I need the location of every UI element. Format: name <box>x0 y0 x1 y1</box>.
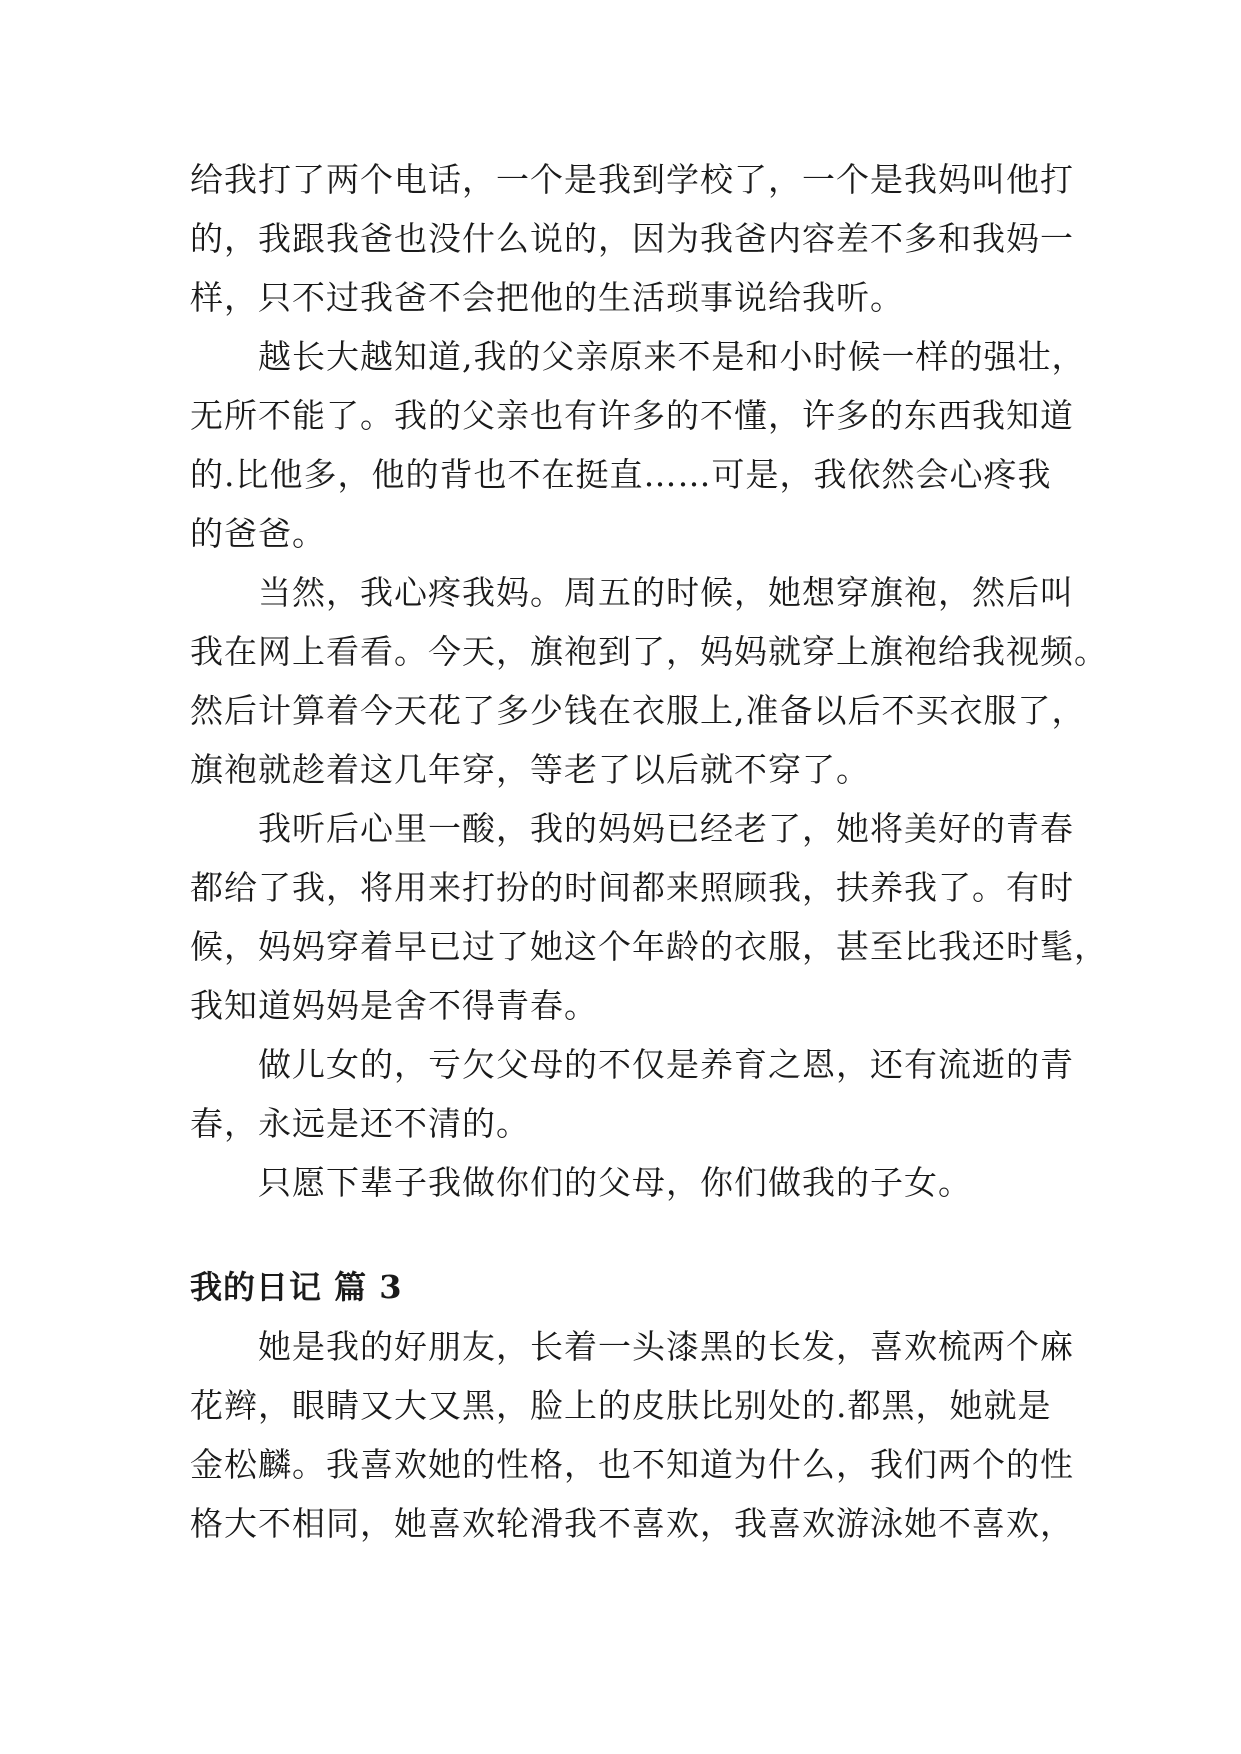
text-line: 样，只不过我爸不会把他的生活琐事说给我听。 <box>190 278 904 317</box>
text-line: 金松麟。我喜欢她的性格，也不知道为什么，我们两个的性 <box>190 1445 1074 1484</box>
section-heading: 我的日记 篇 3 <box>190 1268 403 1306</box>
text-line: 然后计算着今天花了多少钱在衣服上,准备以后不买衣服了， <box>190 691 1086 730</box>
text-line: 我在网上看看。今天，旗袍到了，妈妈就穿上旗袍给我视频。 <box>190 632 1108 671</box>
paragraph <box>190 1317 1074 1553</box>
text-line: 格大不相同，她喜欢轮滑我不喜欢，我喜欢游泳她不喜欢， <box>190 1504 1074 1543</box>
text-line: 候，妈妈穿着早已过了她这个年龄的衣服，甚至比我还时髦， <box>190 927 1108 966</box>
paragraph <box>190 799 1108 1035</box>
text-line: 无所不能了。我的父亲也有许多的不懂，许多的东西我知道 <box>190 396 1074 435</box>
text-line: 的.比他多，他的背也不在挺直……可是，我依然会心疼我 <box>190 455 1052 494</box>
text-line: 我知道妈妈是舍不得青春。 <box>190 986 598 1025</box>
paragraph <box>190 1153 1050 1212</box>
text-line: 当然，我心疼我妈。周五的时候，她想穿旗袍，然后叫 <box>258 573 1074 612</box>
text-line: 我听后心里一酸，我的妈妈已经老了，她将美好的青春 <box>258 809 1074 848</box>
text-line: 花辫，眼睛又大又黑，脸上的皮肤比别处的.都黑，她就是 <box>190 1386 1052 1425</box>
paragraph <box>190 563 1108 799</box>
text-line: 做儿女的，亏欠父母的不仅是养育之恩，还有流逝的青 <box>258 1045 1074 1084</box>
text-line: 都给了我，将用来打扮的时间都来照顾我，扶养我了。有时 <box>190 868 1074 907</box>
text-line: 她是我的好朋友，长着一头漆黑的长发，喜欢梳两个麻 <box>258 1327 1074 1366</box>
text-line: 只愿下辈子我做你们的父母，你们做我的子女。 <box>258 1163 972 1202</box>
paragraph <box>190 150 1074 327</box>
text-line: 的爸爸。 <box>190 514 326 553</box>
text-line: 旗袍就趁着这几年穿，等老了以后就不穿了。 <box>190 750 870 789</box>
paragraph <box>190 327 1086 563</box>
text-line: 越长大越知道,我的父亲原来不是和小时候一样的强壮， <box>258 337 1086 376</box>
text-line: 春，永远是还不清的。 <box>190 1104 530 1143</box>
document-body <box>190 150 1108 1553</box>
text-line: 给我打了两个电话，一个是我到学校了，一个是我妈叫他打 <box>190 160 1074 199</box>
text-line: 的，我跟我爸也没什么说的，因为我爸内容差不多和我妈一 <box>190 219 1074 258</box>
paragraph <box>190 1035 1074 1153</box>
